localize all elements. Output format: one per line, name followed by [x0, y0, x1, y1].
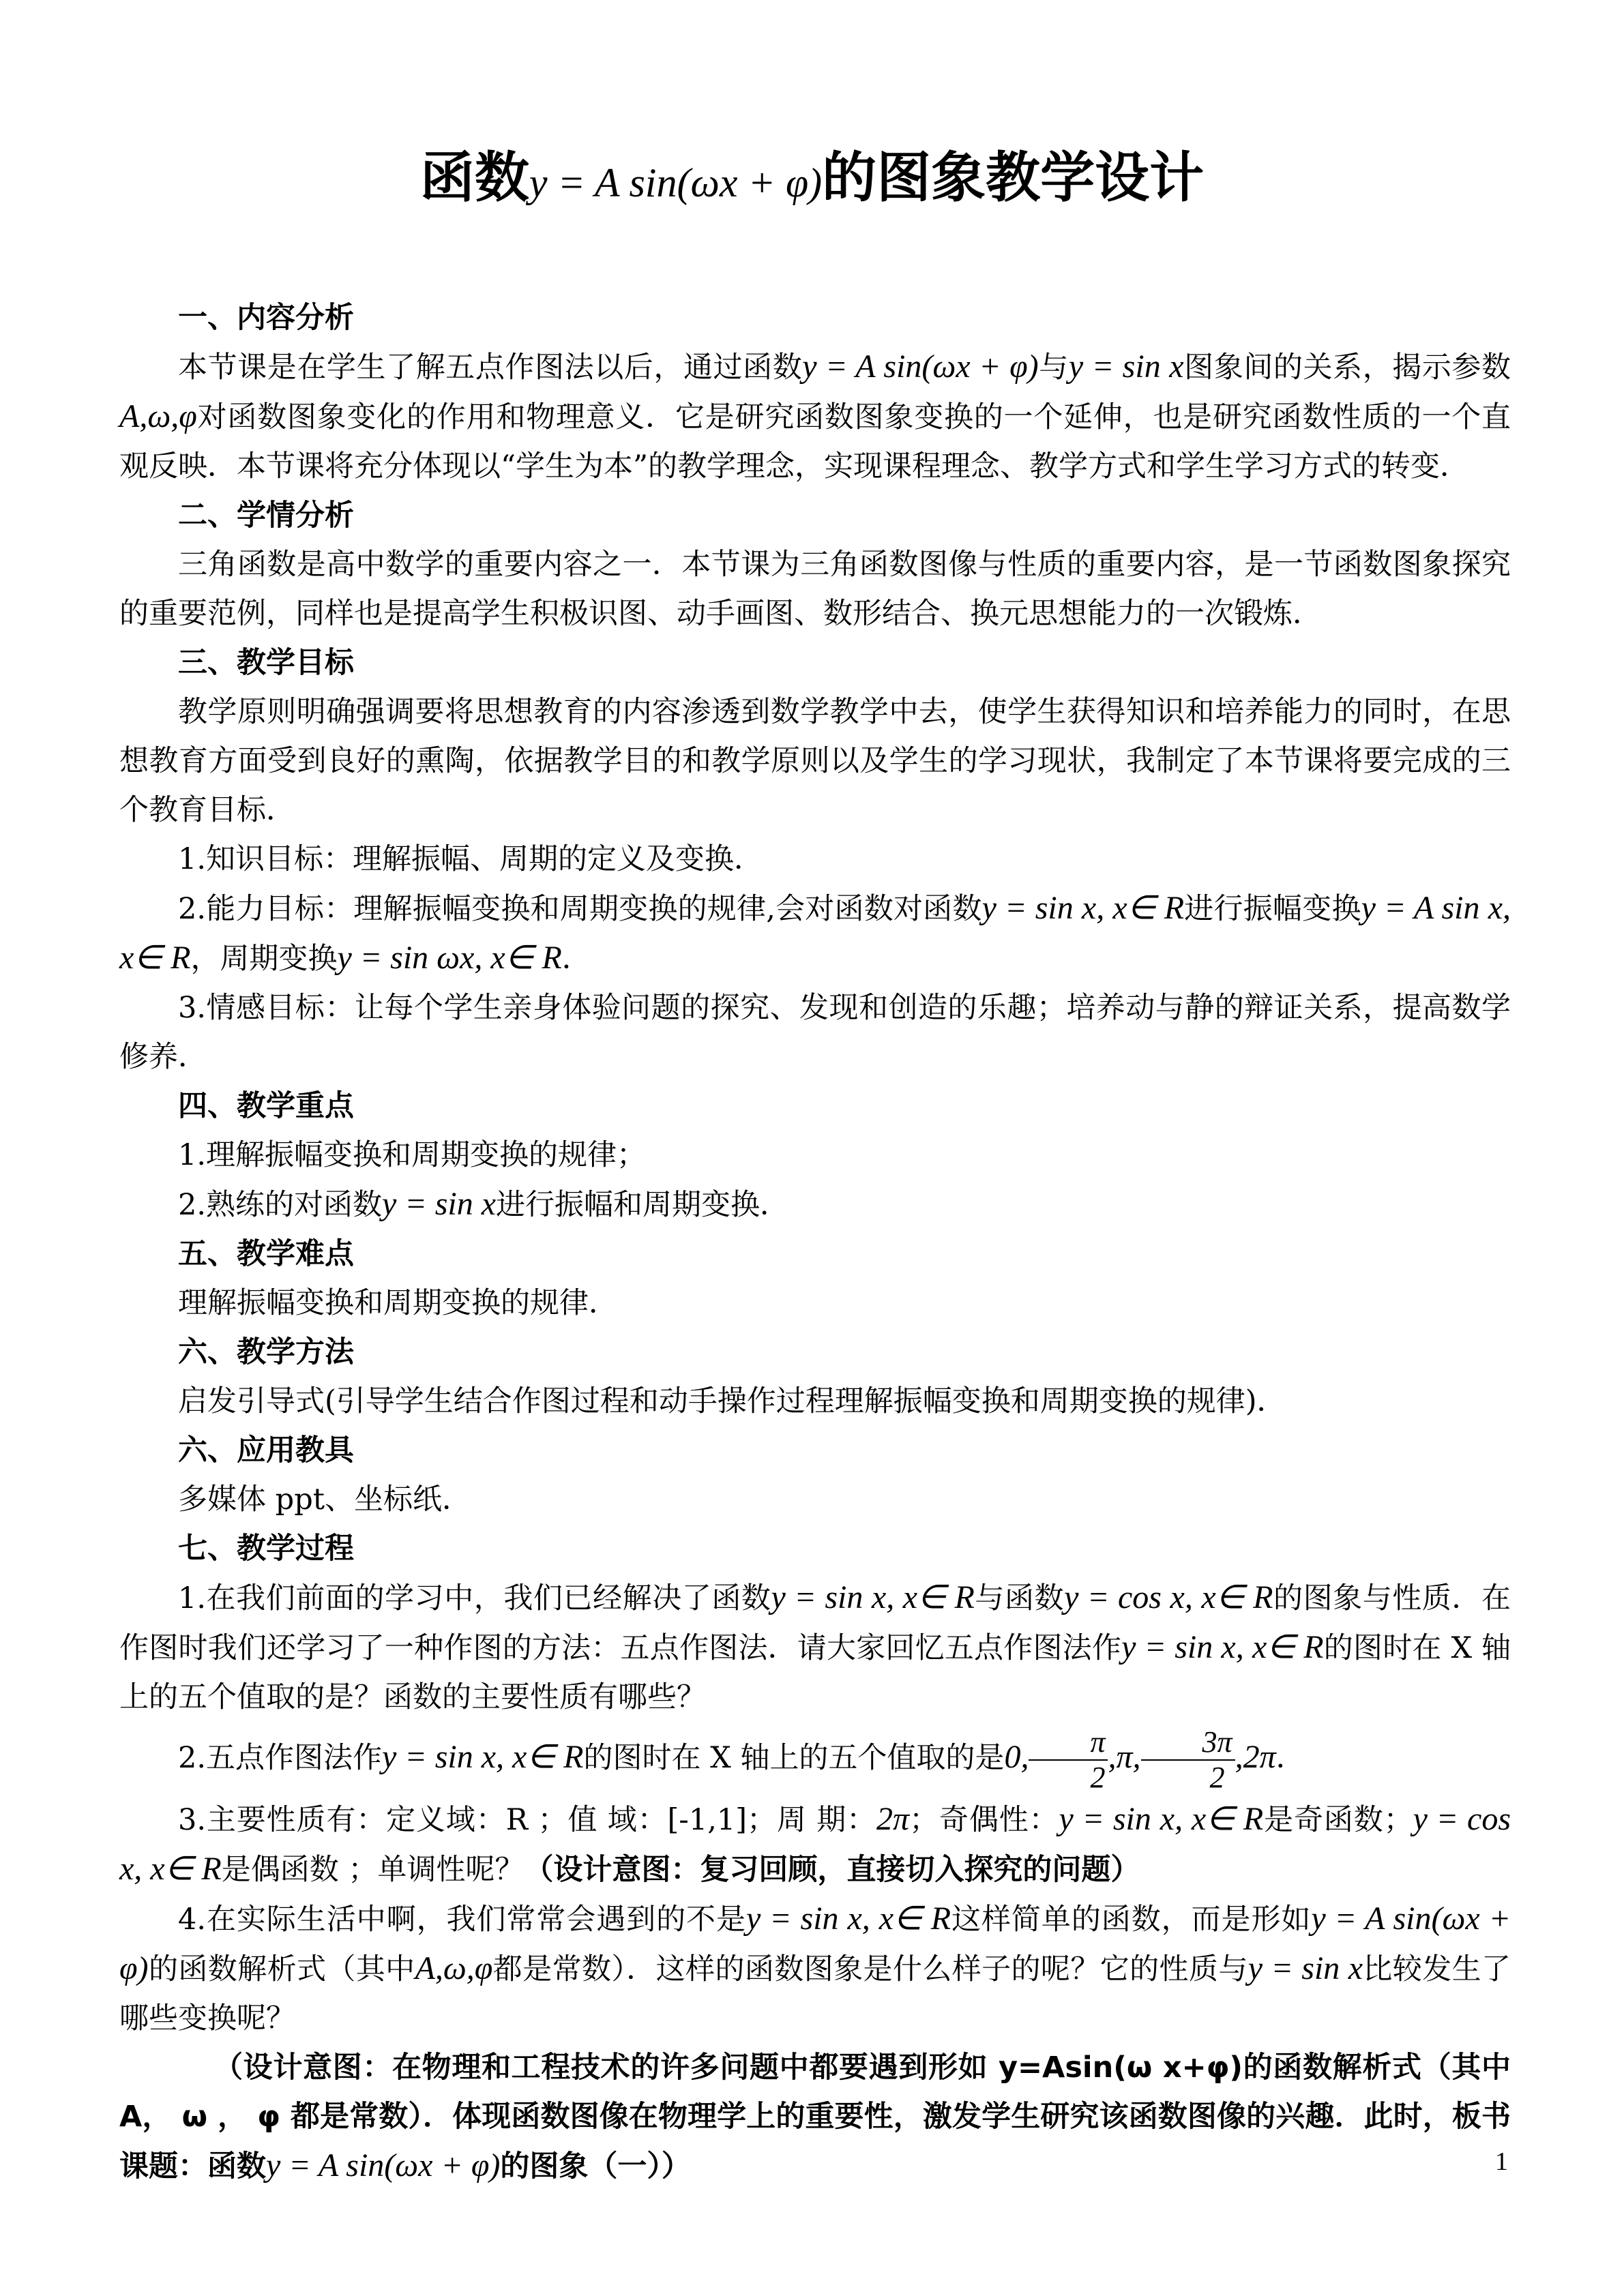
text-run: 对函数图象变化的作用和物理意义．它是研究函数图象变换的一个延伸，也是研究函数性质的一个直观反映．本节课将充分体现以“学生为本”的教学理念，实现课程理念、教学方式和学生学习方式的转变．: [119, 400, 1511, 483]
design-intent-paragraph: [119, 2043, 1511, 2191]
text-run: 1.在我们前面的学习中，我们已经解决了函数: [178, 1581, 771, 1615]
formula: A,ω,φ: [415, 1950, 493, 1986]
formula: 2π: [876, 1801, 910, 1837]
formula: y = sin x, x∈ R: [1121, 1629, 1324, 1665]
process-step-2: [119, 1722, 1511, 1795]
text-run: 的图象与性质．在作图时我们还学习了一种作图的方法：五点作图法．请大家回忆五点作图法作: [119, 1581, 1511, 1665]
formula: y = sin x, x∈ R: [981, 890, 1185, 926]
formula: y = A sin(ωx + φ): [119, 1900, 1511, 1986]
text-run: 2.能力目标：理解振幅变换和周期变换的规律,会对函数对函数: [178, 892, 982, 926]
text-run: ；奇偶性：: [909, 1803, 1059, 1837]
section-heading-teaching-method: 六、教学方法: [178, 1335, 354, 1369]
text-run: 进行振幅和周期变换．: [496, 1188, 790, 1222]
text-run: 与: [1038, 351, 1069, 385]
text-run: ，周期变换: [190, 942, 338, 976]
formula: y = A sin x, x∈ R: [119, 890, 1511, 976]
difficulty-text: 理解振幅变换和周期变换的规律．: [178, 1286, 618, 1320]
formula: y = sin x: [1068, 348, 1184, 385]
section-heading-teaching-process: 七、教学过程: [178, 1532, 354, 1566]
goal-ability: [119, 884, 1511, 983]
text-run: 是偶函数 ；单调性呢？: [221, 1853, 525, 1887]
text-run: 这样简单的函数，而是形如: [951, 1903, 1312, 1937]
formula: ,2π: [1235, 1739, 1276, 1775]
formula: y = A sin(ωx + φ): [802, 348, 1039, 385]
formula: y = sin x: [382, 1186, 497, 1222]
goal-emotion: 3.情感目标：让每个学生亲身体验问题的探究、发现和创造的乐趣；培养动与静的辩证关系，提高数学修养．: [119, 991, 1511, 1074]
document-body: [119, 293, 1511, 2191]
formula: ,π,: [1108, 1739, 1141, 1775]
section-heading-teaching-aids: 六、应用教具: [178, 1433, 354, 1467]
formula: A,ω,φ: [119, 398, 197, 434]
text-run: 2.五点作图法作: [178, 1741, 383, 1775]
title-formula: y = A sin(ωx + φ): [529, 160, 823, 205]
process-step-4: [119, 1894, 1511, 2043]
fraction-denominator: 2: [1090, 1761, 1106, 1794]
formula: y = sin ωx, x∈ R: [337, 940, 562, 976]
text-run: 3.主要性质有：定义域：R ；值 域：[-1,1]；周 期：: [178, 1803, 877, 1837]
fraction-3pi-over-2: [1141, 1725, 1235, 1795]
text-run: ．: [1275, 1741, 1305, 1775]
formula: y = sin x, x∈ R: [382, 1739, 584, 1775]
teaching-method-text: 启发引导式(引导学生结合作图过程和动手操作过程理解振幅变换和周期变换的规律)．: [178, 1384, 1286, 1418]
paragraph-learner-analysis: 三角函数是高中数学的重要内容之一．本节课为三角函数图像与性质的重要内容，是一节函数图象探究的重要范例，同样也是提高学生积极识图、动手画图、数形结合、换元思想能力的一次锻炼．: [119, 548, 1511, 631]
text-run: 图象间的关系，揭示参数: [1183, 351, 1511, 385]
key-point-2: [119, 1180, 1511, 1229]
section-heading-learner-analysis: 二、学情分析: [178, 498, 354, 533]
title-suffix: 的图象教学设计: [822, 145, 1205, 209]
text-run: （设计意图：在物理和工程技术的许多问题中都要遇到形如 y=Asin(ω x+φ)的函数解析式（其中 A， ω ， φ 都是常数）．体现函数图像在物理学上的重要性，激发学生研究该函数图像的兴趣．此时，板书课题：函数: [119, 2051, 1511, 2183]
formula: y = sin x, x∈ R: [745, 1900, 951, 1937]
text-run: 是奇函数；: [1263, 1803, 1413, 1837]
formula: 0,: [1004, 1739, 1029, 1775]
formula: y = cos x, x∈ R: [119, 1801, 1511, 1887]
formula: y = cos x, x∈ R: [1064, 1579, 1273, 1615]
text-run: 2.熟练的对函数: [178, 1188, 383, 1222]
section-heading-difficulties: 五、教学难点: [178, 1237, 354, 1271]
document-title: [0, 140, 1624, 220]
text-run: 的图象（一））: [500, 2149, 691, 2183]
formula: y = sin x, x∈ R: [771, 1579, 975, 1615]
text-run: ．: [561, 942, 591, 976]
fraction-denominator: 2: [1209, 1761, 1225, 1794]
text-run: 4.在实际生活中啊，我们常常会遇到的不是: [178, 1903, 746, 1937]
text-run: 本节课是在学生了解五点作图法以后，通过函数: [178, 351, 803, 385]
title-prefix: 函数: [419, 145, 529, 209]
text-run: 比较发生了哪些变换呢？: [119, 1952, 1511, 2036]
text-run: 都是常数）．这样的函数图象是什么样子的呢？它的性质与: [492, 1952, 1248, 1986]
teaching-aids-text: 多媒体 ppt、坐标纸．: [178, 1482, 471, 1517]
fraction-numerator: 3π: [1141, 1725, 1235, 1761]
text-run: 的图时在 X 轴上的五个值取的是？函数的主要性质有哪些？: [119, 1631, 1511, 1714]
paragraph-teaching-goals: 教学原则明确强调要将思想教育的内容渗透到数学教学中去，使学生获得知识和培养能力的同时，在思想教育方面受到良好的熏陶，依据教学目的和教学原则以及学生的学习现状，我制定了本节课将要完成的三个教育目标．: [119, 695, 1511, 827]
text-run: 的函数解析式（其中: [148, 1952, 415, 1986]
design-intent-note: （设计意图：复习回顾，直接切入探究的问题）: [524, 1853, 1140, 1887]
text-run: 与函数: [974, 1581, 1065, 1615]
section-heading-key-points: 四、教学重点: [178, 1089, 354, 1123]
fraction-pi-over-2: [1029, 1725, 1108, 1795]
paragraph-content-analysis: [119, 342, 1511, 491]
process-step-1: [119, 1573, 1511, 1722]
formula: y = A sin(ωx + φ): [266, 2147, 501, 2183]
process-step-3: [119, 1795, 1511, 1894]
key-point-1: 1.理解振幅变换和周期变换的规律；: [178, 1138, 647, 1172]
text-run: 进行振幅变换: [1184, 892, 1361, 926]
formula: y = sin x, x∈ R: [1059, 1801, 1264, 1837]
text-run: 的图时在 X 轴上的五个值取的是: [583, 1741, 1005, 1775]
fraction-numerator: π: [1029, 1725, 1108, 1761]
page-number: 1: [1495, 2147, 1508, 2176]
goal-knowledge: 1.知识目标：理解振幅、周期的定义及变换．: [178, 842, 764, 876]
formula: y = sin x: [1247, 1950, 1363, 1986]
section-heading-teaching-goals: 三、教学目标: [178, 646, 354, 680]
section-heading-content-analysis: 一、内容分析: [178, 301, 354, 335]
